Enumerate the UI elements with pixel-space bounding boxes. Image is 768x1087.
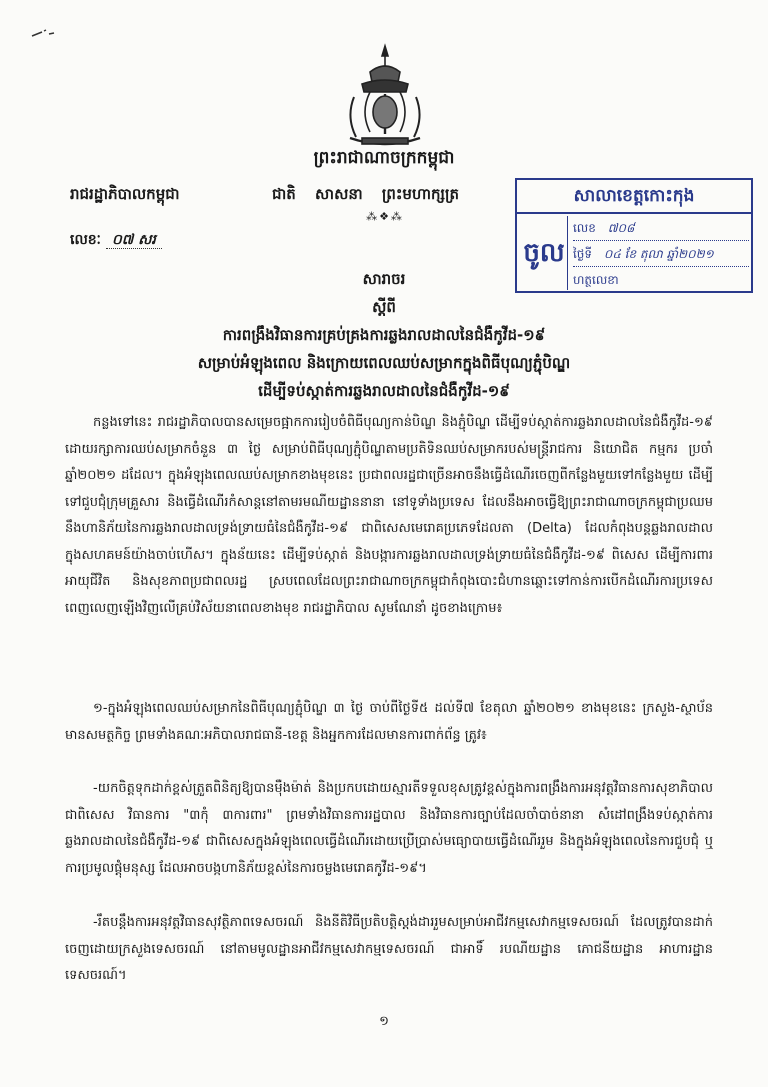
title-line-3: ដើម្បីទប់ស្កាត់ការឆ្លងរាលដាលនៃជំងឺកូវីដ-១៩ [258,382,510,400]
directive-1-bullet-2: -រឹតបន្តឹងការអនុវត្តវិធានសុវត្ថិភាពទេសចរណ៍ និងនីតិវិធីប្រតិបត្តិស្តង់ដាររួមសម្រាប់អាជីវកម្មសេវាកម្មទេសចរណ៍ ដែលត្រូវបានដាក់ចេញដោយក្រសួងទេសចរណ៍ នៅតាមមូលដ្ឋានអាជីវកម្មសេវាកម្មទេសចរណ៍ ជាអាទិ៍ របណីយដ្ឋាន ភោជនីយដ្ឋាន អាហារដ្ឋានទេសចរណ៍។ [65,915,713,983]
stamp-row-number-label: លេខ [573,221,596,235]
reference-value: ០៧ សរ [106,232,162,249]
subject-label: ស្ដីពី [372,298,396,316]
stamp-row-number-value: ៧០៨ [607,221,635,235]
stamp-row-number [573,216,749,241]
reference-label: លេខៈ [70,232,101,248]
document-type: សារាចរ [362,270,406,288]
title-line-1: ការពង្រឹងវិធានការគ្រប់គ្រងការឆ្លងរាលដាលនៃជំងឺកូវីដ-១៩ [222,326,546,344]
stamp-row-date-label: ថ្ងៃទី [573,247,593,261]
intro-paragraph: កន្លងទៅនេះ រាជរដ្ឋាភិបាលបានសម្រេចផ្អាកការរៀបចំពិធីបុណ្យកាន់បិណ្ឌ និងភ្ជុំបិណ្ឌ ដើម្បីទប់ស្កាត់ការឆ្លងរាលដាលនៃជំងឺកូវីដ-១៩ ដោយរក្សាការឈប់សម្រាកចំនួន ៣ ថ្ងៃ សម្រាប់ពិធីបុណ្យភ្ជុំបិណ្ឌតាមប្រតិទិនឈប់សម្រាករបស់មន្ត្រីរាជការ និយោជិត កម្មករ ប្រចាំឆ្នាំ២០២១ ដដែល។ ក្នុងអំឡុងពេលឈប់សម្រាកខាងមុខនេះ ប្រជាពលរដ្ឋជាច្រើនអាចនឹងធ្វើដំណើរចេញពីកន្លែងមួយទៅកន្លែងមួយ ដើម្បីទៅជួបជុំក្រុមគ្រួសារ និងធ្វើដំណើរកំសាន្តនៅតាមរមណីយដ្ឋាននានា នៅទូទាំងប្រទេស ដែលនឹងអាចធ្វើឱ្យព្រះរាជាណាចក្រកម្ពុជាប្រឈមនឹងហានិភ័យនៃការឆ្លងរាលដាលទ្រង់ទ្រាយធំនៃជំងឺកូវីដ-១៩ ជាពិសេសមេរោគប្រភេទដែលតា (Delta) ដែលកំពុងបន្តឆ្លងរាលដាលក្នុងសហគមន៍យ៉ាងចាប់ហើស។ ក្នុងន័យនេះ ដើម្បីទប់ស្កាត់ និងបង្ការការឆ្លងរាលដាលទ្រង់ទ្រាយធំនៃជំងឺកូវីដ-១៩ ពិសេស ដើម្បីការពារអាយុជីវិត និងសុខភាពប្រជាពលរដ្ឋ ស្របពេលដែលព្រះរាជាណាចក្រកម្ពុជាកំពុងបោះជំហានឆ្ពោះទៅកាន់ការបើកដំណើរការប្រទេសពេញលេញឡើងវិញលើគ្រប់វិស័យនាពេលខាងមុខ រាជរដ្ឋាភិបាល សូមណែនាំ ដូចខាងក្រោម៖ [65,415,713,616]
stamp-row-signature [573,268,749,293]
directive-1-bullet-1: -យកចិត្តទុកដាក់ខ្ពស់ត្រួតពិនិត្យឱ្យបានម៉ឺងម៉ាត់ និងប្រកបដោយស្មារតីទទួលខុសត្រូវខ្ពស់ក្នុងការពង្រឹងការអនុវត្តវិធានការសុខាភិបាល ជាពិសេស វិធានការ "៣កុំ ៣ការពារ" ព្រមទាំងវិធានការរដ្ឋបាល និងវិធានការច្បាប់ដែលចាំបាច់នានា សំដៅពង្រឹងទប់ស្កាត់ការឆ្លងរាលដាលនៃជំងឺកូវីដ-១៩ ជាពិសេសក្នុងអំឡុងពេលធ្វើដំណើរដោយប្រើប្រាស់មធ្យោបាយធ្វើដំណើររួម និងក្នុងអំឡុងពេលនៃការជួបជុំ ឬការប្រមូលផ្តុំមនុស្ស ដែលអាចបង្កហានិភ័យខ្ពស់នៃការចម្លងមេរោគកូវីដ-១៩។ [65,781,713,876]
directive-1: ១-ក្នុងអំឡុងពេលឈប់សម្រាកនៃពិធីបុណ្យភ្ជុំបិណ្ឌ ៣ ថ្ងៃ ចាប់ពីថ្ងៃទី៥ ដល់ទី៧ ខែតុលា ឆ្នាំ២០២១ ខាងមុខនេះ ក្រសួង-ស្ថាប័នមានសមត្ថកិច្ច ព្រមទាំងគណៈអភិបាលរាជធានី-ខេត្ត និងអ្នកការដែលមានការពាក់ព័ន្ធ ត្រូវ៖ [65,701,713,743]
stamp-row-signature-label: ហត្ថលេខា [573,273,619,287]
stamp-mark: ចូល [521,216,568,290]
national-motto: ជាតិ សាសនា ព្រះមហាក្សត្រ [272,185,459,203]
reference-number [70,230,162,251]
royal-emblem-icon [340,42,430,147]
kingdom-heading: ព្រះរាជាណាចក្រកម្ពុជា [313,148,455,168]
government-name: រាជរដ្ឋាភិបាលកម្ពុជា [70,185,180,203]
ornament-divider: ⁂❖⁂ [366,210,404,223]
stamp-row-date-value: ០៤ ខែ តុលា ឆ្នាំ២០២១ [603,247,714,261]
page-number: ១ [379,1014,389,1029]
stamp-row-date [573,242,749,267]
title-line-2: សម្រាប់អំឡុងពេល និងក្រោយពេលឈប់សម្រាកក្នុងពិធីបុណ្យភ្ជុំបិណ្ឌ [197,354,571,372]
scan-mark [30,28,56,40]
stamp-title: សាលាខេត្តកោះកុង [517,180,751,214]
